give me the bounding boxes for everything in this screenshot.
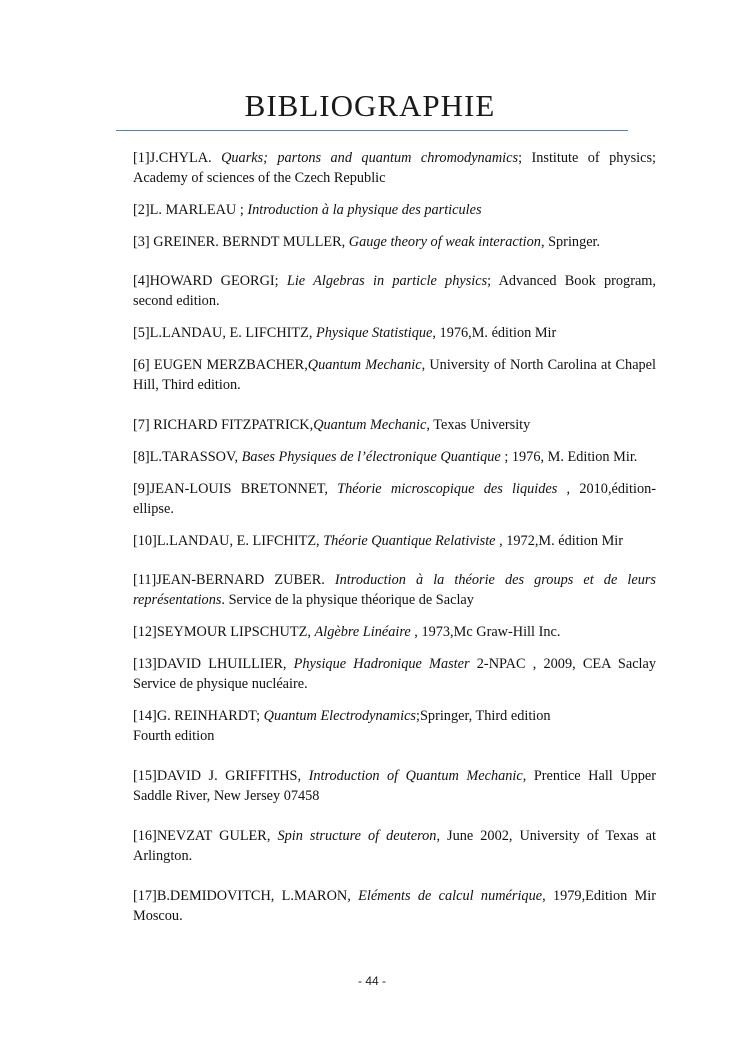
reference-details: , 1973,Mc Graw-Hill Inc. [410, 624, 561, 640]
reference-item [133, 323, 656, 343]
reference-details: , University of North Carolina at Chapel Hill, Third edition. [133, 357, 657, 393]
reference-item [133, 148, 656, 188]
reference-authors: [11]JEAN-BERNARD ZUBER. [133, 572, 335, 588]
reference-details: ; Advanced Book program, second edition. [133, 273, 657, 309]
reference-details: , June 2002, University of Texas at Arlington. [133, 828, 656, 864]
reference-item [133, 415, 656, 435]
reference-details: 2-NPAC , 2009, CEA Saclay Service de physique nucléaire. [133, 656, 657, 692]
reference-title: Gauge theory of weak interaction [348, 234, 541, 250]
reference-authors: [7] RICHARD FITZPATRICK, [133, 417, 314, 433]
reference-item [133, 200, 656, 220]
title-underline [116, 130, 628, 131]
reference-authors: [1]J.CHYLA. [133, 150, 222, 166]
reference-details: , Prentice Hall Upper Saddle River, New Jersey 07458 [133, 768, 657, 804]
reference-details: , 2010,édition-ellipse. [133, 481, 656, 517]
reference-item [133, 232, 656, 252]
page-title: BIBLIOGRAPHIE [244, 88, 496, 123]
reference-item [133, 355, 656, 395]
reference-authors: [6] EUGEN MERZBACHER, [133, 357, 308, 373]
reference-details: , 1976,M. édition Mir [432, 325, 557, 341]
reference-authors: [17]B.DEMIDOVITCH, L.MARON, [133, 888, 359, 904]
reference-authors: [9]JEAN-LOUIS BRETONNET, [133, 481, 338, 497]
reference-authors: [4]HOWARD GEORGI; [133, 273, 287, 289]
reference-authors: [2]L. MARLEAU ; [133, 202, 248, 218]
reference-title: Quantum Mechanic [313, 417, 427, 433]
reference-item [133, 447, 656, 467]
reference-authors: [8]L.TARASSOV, [133, 449, 242, 465]
reference-details: ;Springer, Third edition [416, 708, 551, 724]
reference-authors: [5]L.LANDAU, E. LIFCHITZ, [133, 325, 317, 341]
reference-details: , 1972,M. édition Mir [495, 533, 624, 549]
reference-title: Eléments de calcul numérique [358, 888, 543, 904]
reference-item [133, 622, 656, 642]
reference-authors: [13]DAVID LHUILLIER, [133, 656, 294, 672]
reference-item [133, 570, 656, 610]
reference-title: Lie Algebras in particle physics [286, 273, 488, 289]
reference-item [133, 826, 656, 866]
reference-extra-line: Fourth edition [133, 728, 215, 744]
reference-details: , Springer. [540, 234, 601, 250]
reference-authors: [16]NEVZAT GULER, [133, 828, 278, 844]
reference-title: Spin structure of deuteron [277, 828, 437, 844]
reference-item [133, 271, 656, 311]
reference-item [133, 766, 656, 806]
reference-title: Introduction à la physique des particules [247, 202, 482, 218]
reference-authors: [3] GREINER. BERNDT MULLER, [133, 234, 349, 250]
reference-authors: [10]L.LANDAU, E. LIFCHITZ, [133, 533, 324, 549]
reference-title: Introduction à la théorie des groups et de leurs représentations [133, 572, 656, 608]
reference-title: Physique Hadronique Master [293, 656, 470, 672]
reference-authors: [14]G. REINHARDT; [133, 708, 264, 724]
reference-details: , Texas University [426, 417, 531, 433]
reference-details: , 1979,Edition Mir Moscou. [133, 888, 657, 924]
reference-title: Théorie microscopique des liquides [337, 481, 558, 497]
reference-details: ; 1976, M. Edition Mir. [500, 449, 638, 465]
reference-item [133, 886, 656, 926]
reference-title: Quantum Mechanic [307, 357, 422, 373]
reference-item [133, 531, 656, 551]
reference-details: ; Institute of physics; Academy of sciences of the Czech Republic [133, 150, 657, 186]
reference-title: Bases Physiques de l’électronique Quantique [241, 449, 501, 465]
bibliography-list [133, 148, 656, 926]
reference-authors: [12]SEYMOUR LIPSCHUTZ, [133, 624, 315, 640]
reference-title: Physique Statistique [316, 325, 433, 341]
reference-title: Introduction of Quantum Mechanic [308, 768, 523, 784]
reference-title: Quantum Electrodynamics [263, 708, 416, 724]
reference-title: Algèbre Linéaire [314, 624, 411, 640]
reference-title: Théorie Quantique Relativiste [323, 533, 496, 549]
reference-item [133, 654, 656, 694]
reference-title: Quarks; partons and quantum chromodynamics [221, 150, 519, 166]
reference-item [133, 479, 656, 519]
reference-item [133, 706, 656, 746]
reference-authors: [15]DAVID J. GRIFFITHS, [133, 768, 309, 784]
reference-details: . Service de la physique théorique de Saclay [221, 592, 474, 608]
page-number: - 44 - [357, 974, 386, 988]
